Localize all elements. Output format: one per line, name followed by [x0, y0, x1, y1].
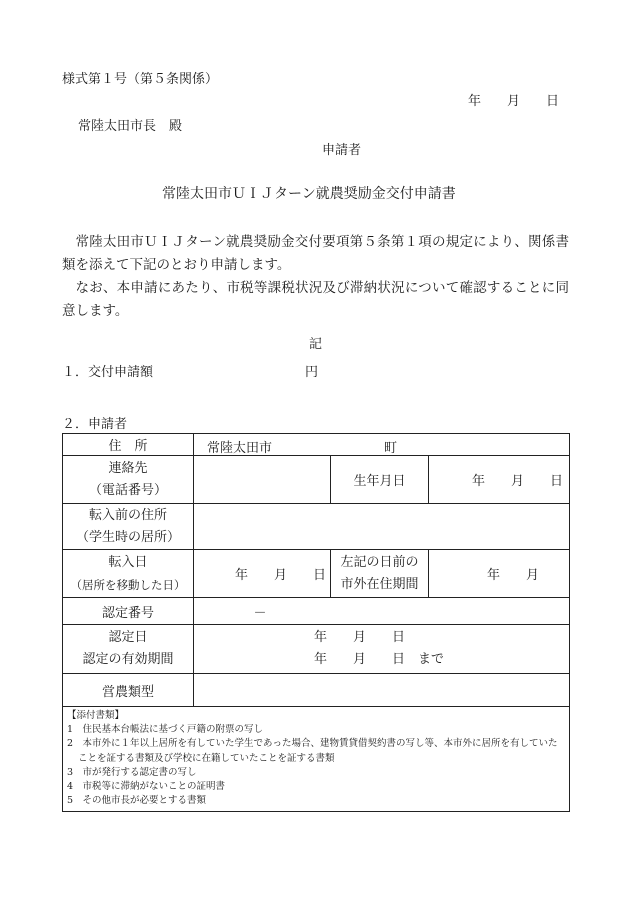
row-move-in [63, 550, 570, 598]
outside-period-label-line2: 市外在住期間 [340, 576, 419, 592]
move-in-label-line1: 転入日 [108, 554, 148, 570]
submission-date: 年 月 日 [468, 94, 560, 109]
birthdate-label: 生年月日 [331, 456, 429, 504]
applicant-heading: 申請者 [322, 143, 362, 158]
row-farming-type [63, 674, 570, 707]
contact-label [63, 456, 194, 504]
applicant-table [62, 433, 570, 812]
previous-address-label [63, 504, 194, 550]
section-1-unit: 円 [305, 365, 319, 380]
attachment-item: 5 その他市長が必要とする書類 [67, 795, 207, 807]
move-in-label [63, 550, 194, 598]
row-cert-date [63, 625, 570, 674]
ki-heading: 記 [309, 337, 323, 352]
attachment-item: 4 市税等に滞納がないことの証明書 [67, 781, 226, 793]
birthdate-field[interactable]: 年 月 日 [429, 456, 570, 504]
attachment-item: 3 市が発行する認定書の写し [67, 766, 197, 778]
attachment-item: 2 本市外に１年以上居所を有していた学生であった場合、建物賃貸借契約書の写し等、本市外に居所を有していたことを証する書類及び学校に在籍していたことを証する書類 [67, 738, 558, 764]
phone-number-field[interactable] [194, 456, 331, 504]
previous-address-label-line1: 転入前の住所 [88, 507, 167, 523]
move-in-label-line2: （居所を移動した日） [70, 577, 186, 592]
cert-number-field[interactable] [250, 598, 570, 625]
outside-period-label [331, 550, 429, 598]
validity-period-label: 認定の有効期間 [82, 652, 174, 667]
attachments-title: 【添付書類】 [67, 710, 125, 721]
body-paragraph-1: 常陸太田市ＵＩＪターン就農奨励金交付要項第５条第１項の規定により、関係書類を添えて下記のとおり申請します。 [62, 234, 569, 273]
address-field[interactable] [194, 434, 570, 456]
cert-number-prefix-field[interactable] [194, 598, 250, 625]
move-in-date-field[interactable]: 年 月 日 [194, 550, 331, 598]
cert-date-label-line1: 認定日 [108, 630, 148, 645]
section-2-label: ２．申請者 [62, 417, 128, 432]
cert-number-dash: － [253, 605, 267, 621]
section-1-label: １．交付申請額 [62, 365, 154, 380]
cert-date-label [63, 625, 194, 674]
form-number: 様式第１号（第５条関係） [62, 72, 219, 87]
validity-period-value: 年 月 日 まで [314, 652, 445, 667]
outside-period-field[interactable]: 年 月 [429, 550, 570, 598]
attachments-box [63, 707, 570, 812]
farming-type-label: 営農類型 [63, 674, 194, 707]
body-paragraph-2: なお、本申請にあたり、市税等課税状況及び滞納状況について確認することに同意します。 [62, 280, 569, 319]
address-town-suffix: 町 [384, 441, 398, 456]
row-previous-address [63, 504, 570, 550]
cert-date-value: 年 月 日 [314, 630, 406, 645]
outside-period-label-line1: 左記の日前の [340, 554, 419, 570]
cert-date-field[interactable] [194, 625, 570, 674]
addressee: 常陸太田市長 殿 [78, 119, 183, 134]
cert-number-label: 認定番号 [63, 598, 194, 625]
address-city: 常陸太田市 [207, 441, 273, 456]
row-attachments [63, 707, 570, 812]
row-address [63, 434, 570, 456]
row-contact [63, 456, 570, 504]
address-label: 住 所 [63, 434, 194, 456]
row-cert-number [63, 598, 570, 625]
previous-address-label-line2: （学生時の居所） [75, 529, 180, 545]
contact-label-line1: 連絡先 [108, 460, 148, 476]
previous-address-field[interactable] [194, 504, 570, 550]
attachment-item: 1 住民基本台帳法に基づく戸籍の附票の写し [67, 724, 264, 736]
contact-label-line2: （電話番号） [88, 482, 167, 498]
document-title: 常陸太田市ＵＩＪターン就農奨励金交付申請書 [162, 186, 456, 202]
farming-type-field[interactable] [194, 674, 570, 707]
